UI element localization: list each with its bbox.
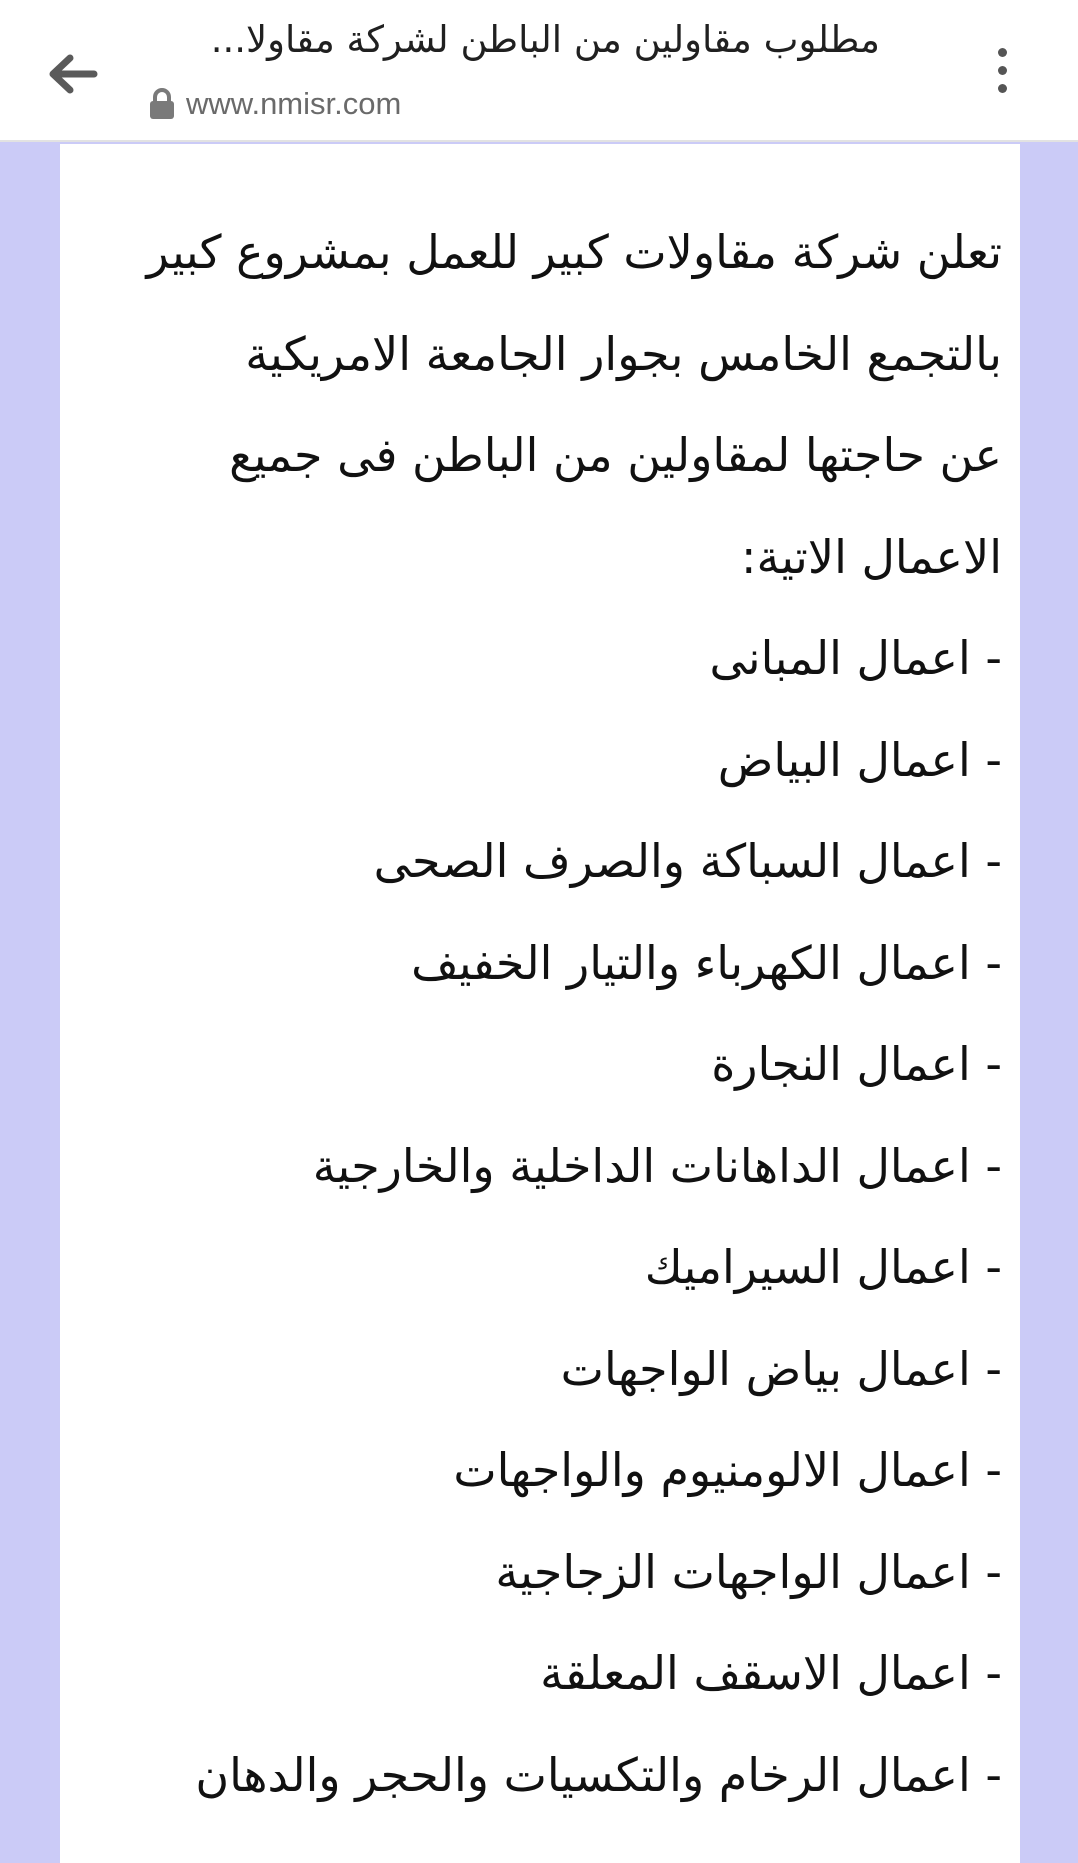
list-item: - اعمال الواجهات الزجاجية xyxy=(495,1544,1002,1599)
list-item: - اعمال النجارة xyxy=(711,1037,1002,1091)
arrow-left-icon xyxy=(46,54,98,94)
intro-line: بالتجمع الخامس بجوار الجامعة الامريكية xyxy=(245,326,1002,381)
list-item: - اعمال البياض xyxy=(717,732,1002,787)
list-item: - اعمال السباكة والصرف الصحى xyxy=(373,834,1002,888)
list-item: - اعمال الرخام والتكسيات والحجر والدهان xyxy=(195,1747,1002,1802)
url-bar[interactable] xyxy=(148,82,401,126)
list-item: - اعمال السيراميك xyxy=(644,1240,1002,1294)
intro-line: تعلن شركة مقاولات كبير للعمل بمشروع كبير xyxy=(146,225,1002,279)
back-button[interactable] xyxy=(40,42,104,106)
list-item: - اعمال الالومنيوم والواجهات xyxy=(453,1443,1002,1497)
intro-line: الاعمال الاتية: xyxy=(741,529,1002,584)
list-item: - اعمال الاسقف المعلقة xyxy=(540,1646,1002,1700)
article-body xyxy=(60,144,1020,1826)
article-container xyxy=(60,144,1020,1863)
more-vert-icon-dot xyxy=(998,84,1007,93)
page-title: مطلوب مقاولين من الباطن لشركة مقاولا... xyxy=(210,18,880,61)
more-options-button[interactable] xyxy=(978,38,1026,102)
list-item: - اعمال بياض الواجهات xyxy=(560,1341,1002,1396)
browser-toolbar xyxy=(0,0,1078,142)
list-item: - اعمال الكهرباء والتيار الخفيف xyxy=(411,935,1002,990)
list-item: - اعمال الداهانات الداخلية والخارجية xyxy=(312,1138,1002,1193)
more-vert-icon-dot xyxy=(998,66,1007,75)
intro-line: عن حاجتها لمقاولين من الباطن فى جميع xyxy=(229,428,1002,482)
url-text: www.nmisr.com xyxy=(186,86,402,121)
lock-icon xyxy=(148,88,176,120)
more-vert-icon xyxy=(998,48,1007,57)
list-item: - اعمال المبانى xyxy=(709,631,1002,685)
